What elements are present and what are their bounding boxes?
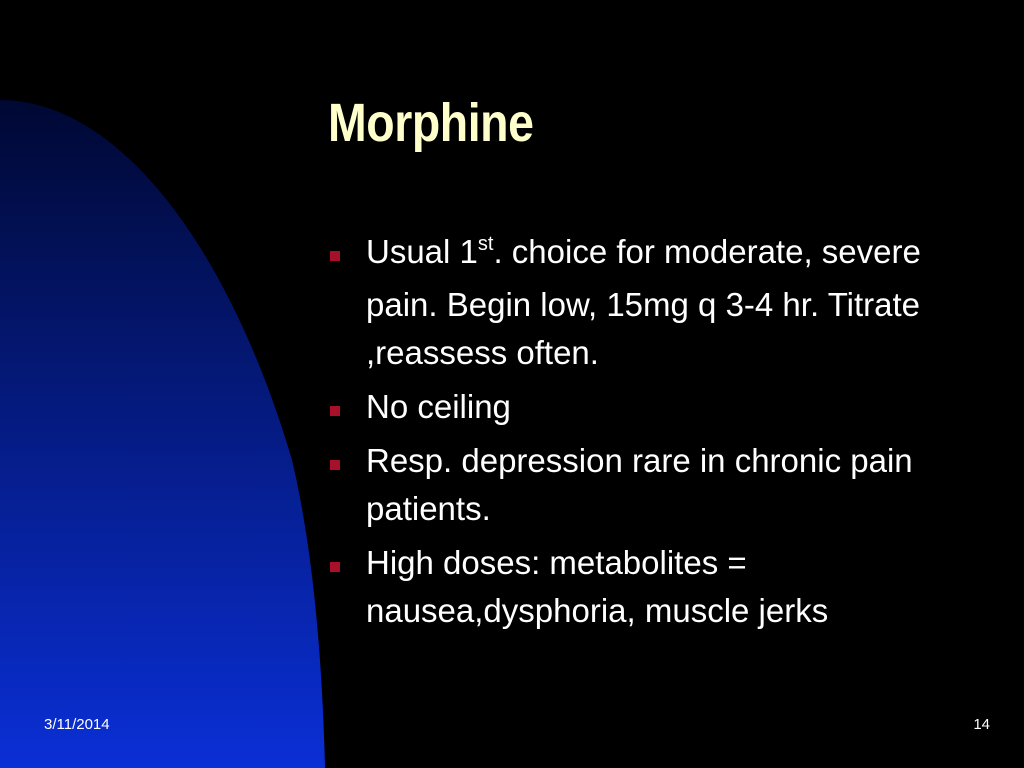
- bullet-item: [328, 383, 998, 431]
- bullet-list: [328, 228, 998, 641]
- bullet-square-icon: [330, 460, 340, 470]
- superscript: st: [477, 233, 494, 255]
- bullet-item: [328, 539, 998, 635]
- bullet-text: No ceiling: [366, 388, 511, 425]
- slide-title: Morphine: [328, 93, 534, 153]
- bullet-square-icon: [330, 406, 340, 416]
- bullet-item: [328, 437, 998, 533]
- bullet-text: [366, 228, 998, 377]
- bullet-text: High doses: metabolites = nausea,dysphoria, muscle jerks: [366, 544, 829, 629]
- bullet-text-part: . choice for moderate, severe pain. Begin low, 15mg q 3-4 hr. Titrate ,reassess often.: [366, 233, 921, 371]
- bullet-item: [328, 228, 998, 377]
- bullet-text: Resp. depression rare in chronic pain patients.: [366, 442, 913, 527]
- bullet-square-icon: [330, 562, 340, 572]
- bullet-square-icon: [330, 251, 340, 261]
- page-number: 14: [973, 716, 990, 733]
- bullet-text-part: Usual 1: [366, 233, 478, 270]
- footer-date: 3/11/2014: [44, 716, 110, 733]
